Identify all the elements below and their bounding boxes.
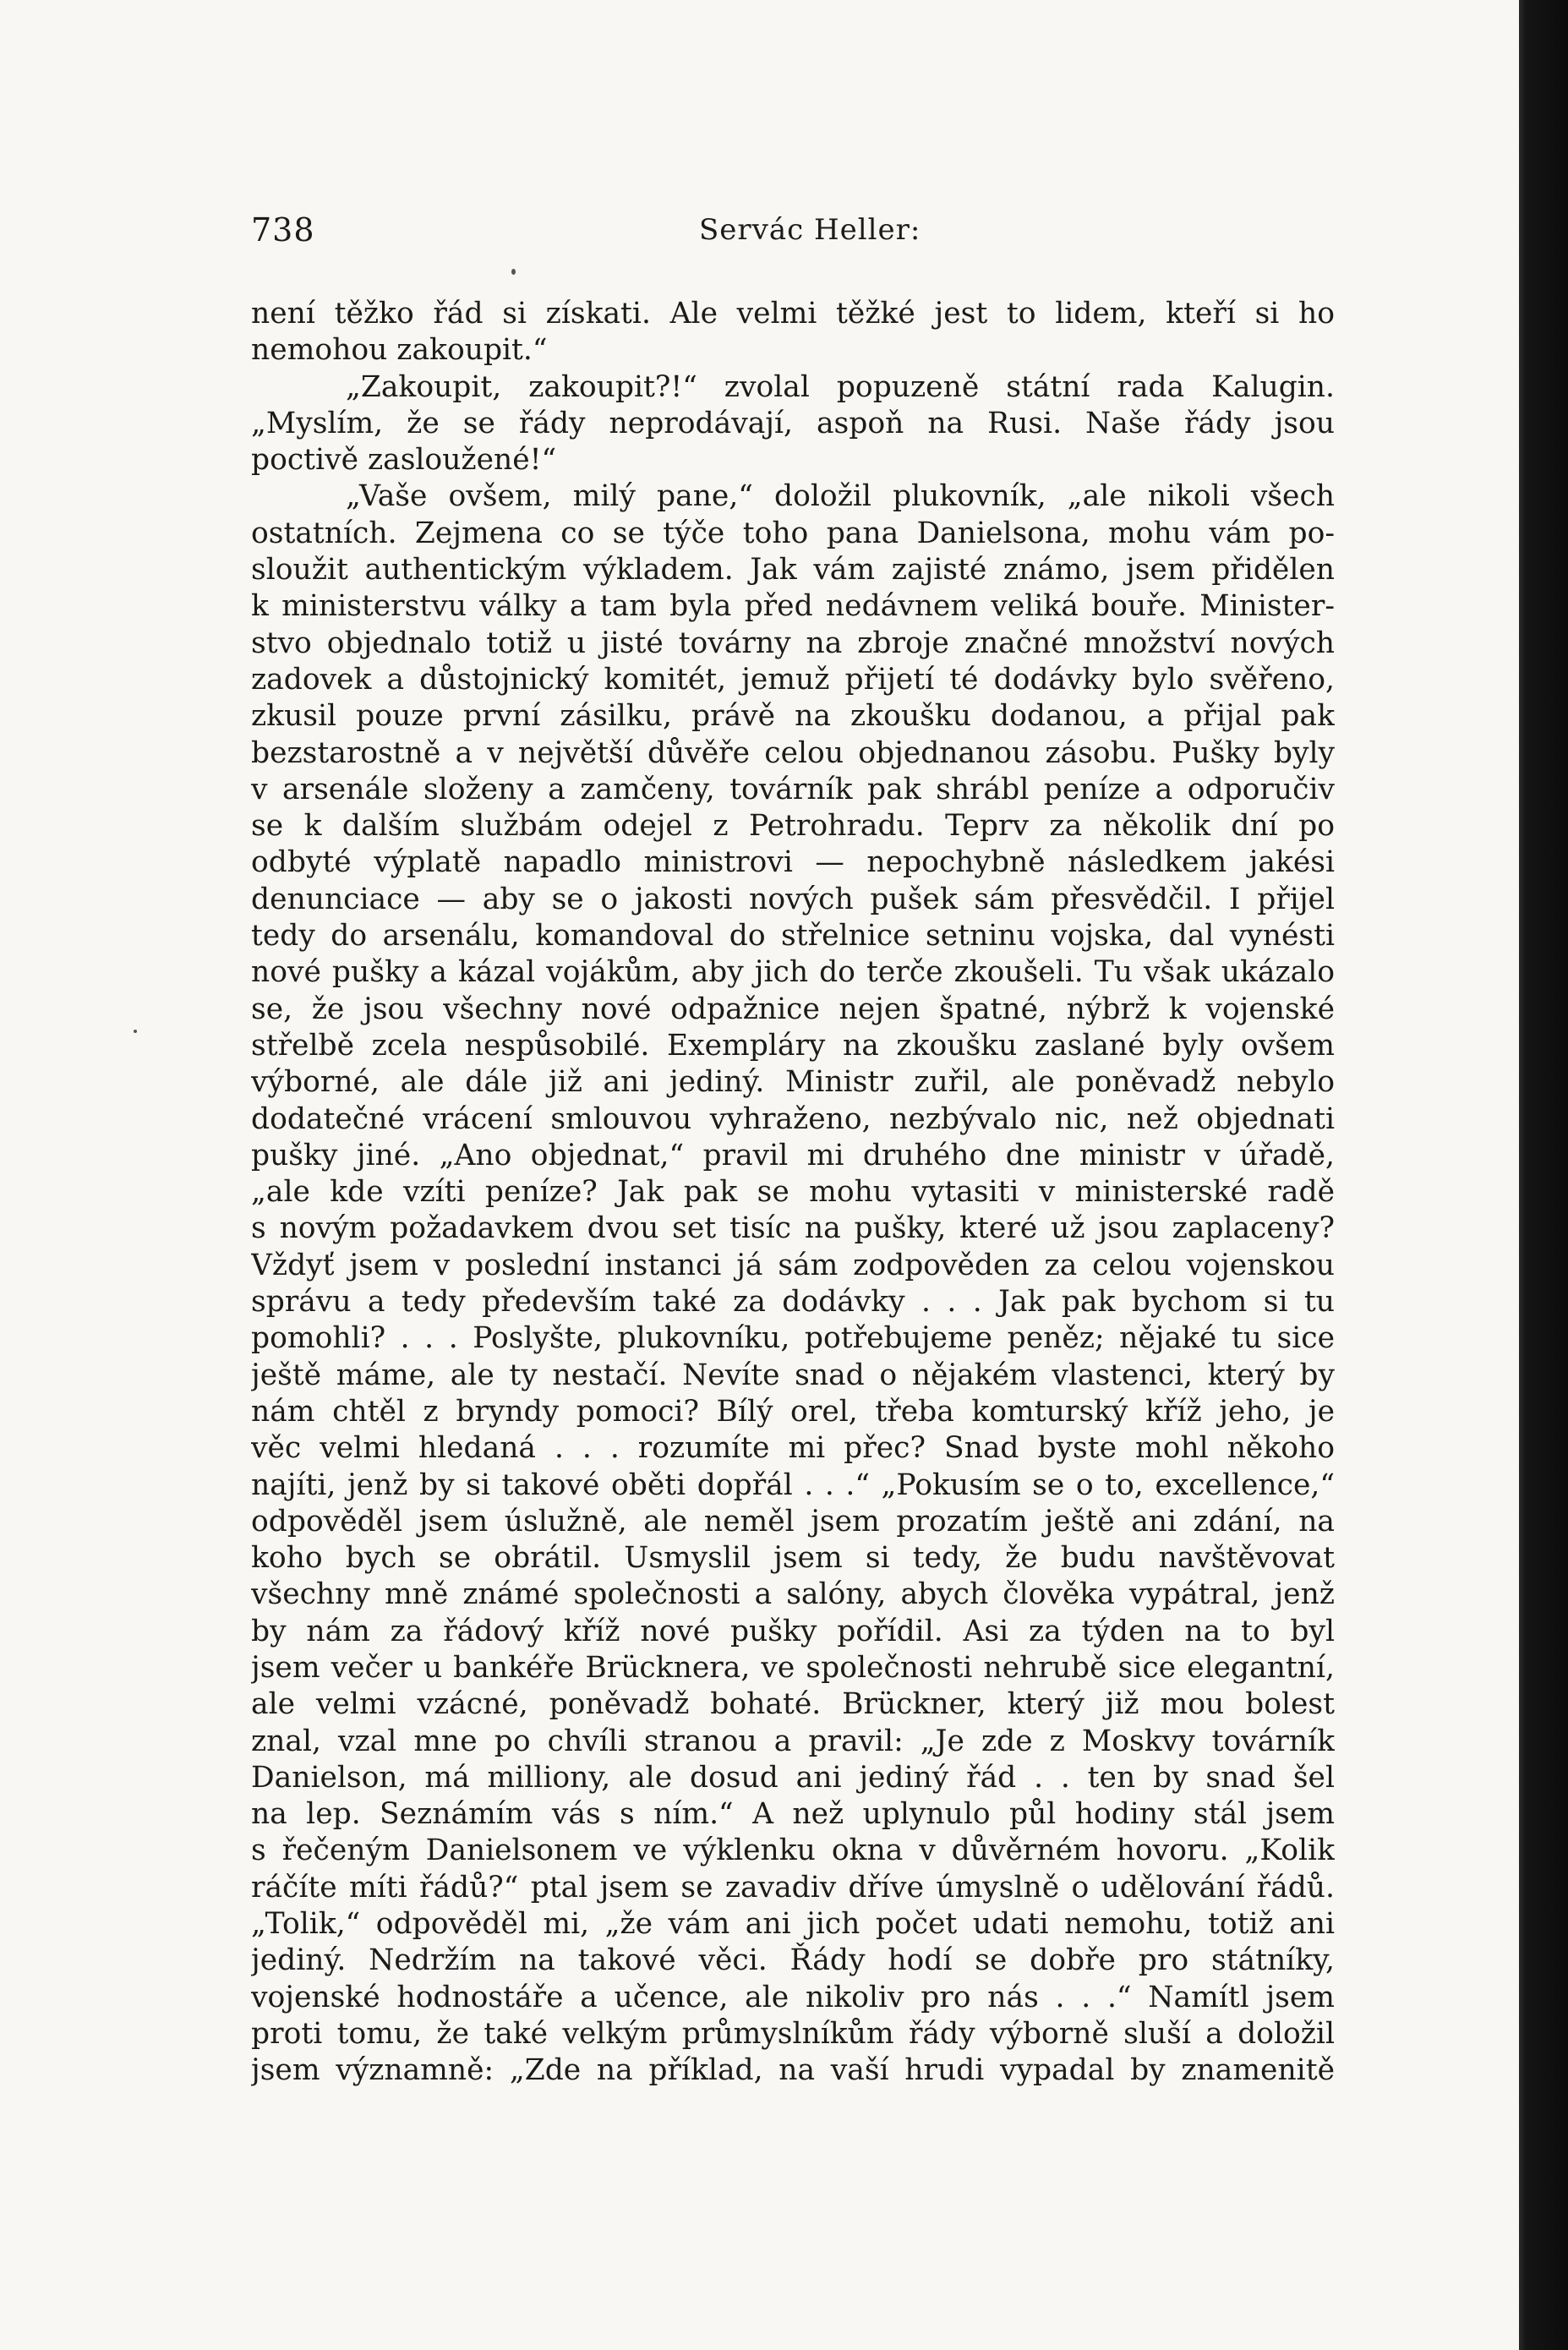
text-line: „Myslím, že se řády neprodávají, aspoň na Rusi. Naše řády jsou <box>251 406 1335 440</box>
text-line: věc velmi hledaná . . . rozumíte mi přec? Snad byste mohl někoho <box>251 1431 1335 1466</box>
text-line: se k dalším službám odejel z Petrohradu. Teprv za několik dní po <box>251 809 1335 844</box>
text-line: jsem významně: „Zde na příklad, na vaší hrudi vypadal by znamenitě <box>251 2053 1335 2088</box>
text-line: sloužit authentickým výkladem. Jak vám zajisté známo, jsem přidělen <box>251 553 1335 588</box>
text-line: zkusil pouze první zásilku, právě na zkoušku dodanou, a přijal pak <box>251 699 1335 734</box>
text-line: ostatních. Zejmena co se týče toho pana Danielsona, mohu vám po- <box>251 516 1335 550</box>
text-line: ale velmi vzácné, poněvadž bohaté. Brückner, který již mou bolest <box>251 1687 1335 1722</box>
text-line: „Tolik,“ odpověděl mi, „že vám ani jich počet udati nemohu, totiž ani <box>251 1907 1335 1942</box>
text-line: znal, vzal mne po chvíli stranou a pravil: „Je zde z Moskvy továrník <box>251 1724 1335 1758</box>
text-line: na lep. Seznámím vás s ním.“ A než uplynulo půl hodiny stál jsem <box>251 1797 1335 1832</box>
text-line: odbyté výplatě napadlo ministrovi — nepochybně následkem jakési <box>251 845 1335 880</box>
text-line: k ministerstvu války a tam byla před nedávnem veliká bouře. Minister- <box>251 589 1335 624</box>
text-line: jediný. Nedržím na takové věci. Řády hodí se dobře pro státníky, <box>251 1943 1335 1978</box>
text-line: s řečeným Danielsonem ve výklenku okna v důvěrném hovoru. „Kolik <box>251 1834 1335 1868</box>
page-number: 738 <box>251 211 315 249</box>
text-line: se, že jsou všechny nové odpažnice nejen špatné, nýbrž k vojenské <box>251 992 1335 1026</box>
text-line: výborné, ale dále již ani jediný. Ministr zuřil, ale poněvadž nebylo <box>251 1065 1335 1100</box>
text-line: nám chtěl z bryndy pomoci? Bílý orel, třeba komturský kříž jeho, je <box>251 1394 1335 1429</box>
text-line: „Zakoupit, zakoupit?!“ zvolal popuzeně státní rada Kalugin. <box>346 369 1335 404</box>
text-line: s novým požadavkem dvou set tisíc na pušky, které už jsou zaplaceny? <box>251 1211 1335 1246</box>
text-line: by nám za řádový kříž nové pušky pořídil. Asi za týden na to byl <box>251 1614 1335 1648</box>
binding-edge <box>1519 0 1568 2350</box>
body-text <box>251 296 1335 2090</box>
text-line: najíti, jenž by si takové oběti dopřál . . .“ „Pokusím se o to, excellence,“ <box>251 1467 1335 1502</box>
text-line: vojenské hodnostáře a učence, ale nikoliv pro nás . . .“ Namítl jsem <box>251 1980 1335 2014</box>
text-line: Vždyť jsem v poslední instanci já sám zodpověden za celou vojenskou <box>251 1248 1335 1282</box>
text-line: pomohli? . . . Poslyšte, plukovníku, potřebujeme peněz; nějaké tu sice <box>251 1321 1335 1356</box>
text-line: jsem večer u bankéře Brücknera, ve společnosti nehrubě sice elegantní, <box>251 1650 1335 1685</box>
text-line: nové pušky a kázal vojákům, aby jich do terče zkoušeli. Tu však ukázalo <box>251 955 1335 990</box>
text-line: pušky jiné. „Ano objednat,“ pravil mi druhého dne ministr v úřadě, <box>251 1138 1335 1172</box>
text-line: není těžko řád si získati. Ale velmi těžké jest to lidem, kteří si ho <box>251 297 1335 331</box>
text-line: zadovek a důstojnický komitét, jemuž přijetí té dodávky bylo svěřeno, <box>251 662 1335 697</box>
text-line: stvo objednalo totiž u jisté továrny na zbroje značné množství nových <box>251 626 1335 660</box>
paper-speck <box>511 269 516 275</box>
text-line: koho bych se obrátil. Usmyslil jsem si tedy, že budu navštěvovat <box>251 1541 1335 1576</box>
text-line: proti tomu, že také velkým průmyslníkům řády výborně sluší a doložil <box>251 2016 1335 2051</box>
text-line: odpověděl jsem úslužně, ale neměl jsem prozatím ještě ani zdání, na <box>251 1504 1335 1538</box>
running-title: Servác Heller: <box>699 213 921 247</box>
paper-speck <box>134 1030 137 1033</box>
text-line: „Vaše ovšem, milý pane,“ doložil plukovník, „ale nikoli všech <box>346 479 1335 514</box>
text-line: všechny mně známé společnosti a salóny, abych člověka vypátral, jenž <box>251 1577 1335 1612</box>
text-line: poctivě zasloužené!“ <box>251 443 557 478</box>
text-line: „ale kde vzíti peníze? Jak pak se mohu vytasiti v ministerské radě <box>251 1175 1335 1210</box>
text-line: ještě máme, ale ty nestačí. Nevíte snad o nějakém vlastenci, který by <box>251 1358 1335 1392</box>
text-line: v arsenále složeny a zamčeny, továrník pak shrábl peníze a odporučiv <box>251 772 1335 806</box>
running-head <box>0 0 1519 271</box>
text-line: denunciace — aby se o jakosti nových pušek sám přesvědčil. I přijel <box>251 882 1335 916</box>
text-line: tedy do arsenálu, komandoval do střelnice setninu vojska, dal vynésti <box>251 919 1335 954</box>
text-line: nemohou zakoupit.“ <box>251 333 548 368</box>
text-line: Danielson, má milliony, ale dosud ani jediný řád . . ten by snad šel <box>251 1760 1335 1795</box>
text-line: dodatečné vrácení smlouvou vyhraženo, nezbývalo nic, než objednati <box>251 1101 1335 1136</box>
text-line: střelbě zcela nespůsobilé. Exempláry na zkoušku zaslané byly ovšem <box>251 1028 1335 1063</box>
text-line: správu a tedy především také za dodávky . . . Jak pak bychom si tu <box>251 1285 1335 1320</box>
text-line: ráčíte míti řádů?“ ptal jsem se zavadiv dříve úmyslně o udělování řádů. <box>251 1870 1335 1905</box>
text-line: bezstarostně a v největší důvěře celou objednanou zásobu. Pušky byly <box>251 735 1335 770</box>
